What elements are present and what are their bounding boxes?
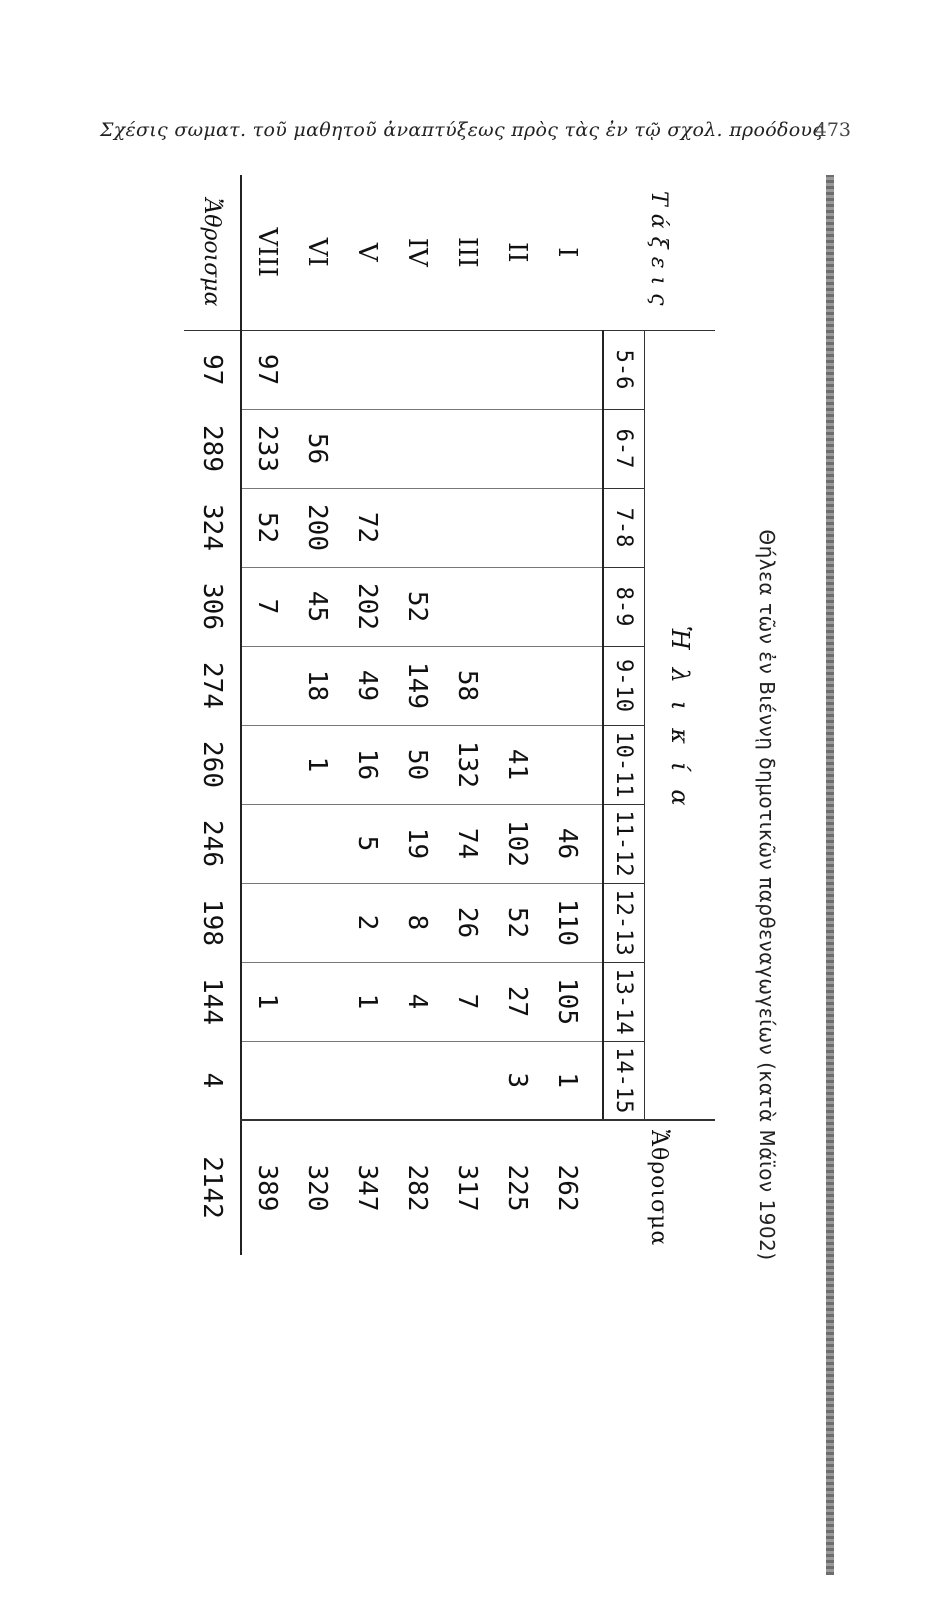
table-cell xyxy=(542,488,603,567)
table-cell: 1 xyxy=(542,1041,603,1120)
table-cell: 52 xyxy=(392,567,442,646)
classes-header: Τάξεις xyxy=(603,175,715,330)
table-cell: 45 xyxy=(292,567,342,646)
sum-cell: 4 xyxy=(184,1041,241,1120)
table-cell: 105 xyxy=(542,962,603,1041)
sum-cell: 324 xyxy=(184,488,241,567)
table-cell: 16 xyxy=(342,725,392,804)
table-cell xyxy=(292,804,342,883)
age-header: 14-15 xyxy=(603,1041,645,1120)
age-header: 8-9 xyxy=(603,567,645,646)
grand-total: 2142 xyxy=(184,1120,241,1255)
table-cell: 233 xyxy=(241,409,292,488)
age-header: 5-6 xyxy=(603,330,645,409)
table-cell xyxy=(542,330,603,409)
table-cell: 8 xyxy=(392,883,442,962)
rotated-table-area xyxy=(110,175,810,1615)
table-row xyxy=(241,175,292,1255)
table-cell xyxy=(392,409,442,488)
table-cell: 149 xyxy=(392,646,442,725)
table-row xyxy=(342,175,392,1255)
age-header: 9-10 xyxy=(603,646,645,725)
class-label: V xyxy=(342,175,392,330)
table-row xyxy=(392,175,442,1255)
class-label: VI xyxy=(292,175,342,330)
table-cell xyxy=(492,488,542,567)
sum-cell: 198 xyxy=(184,883,241,962)
table-cell: 56 xyxy=(292,409,342,488)
table-cell: 200 xyxy=(292,488,342,567)
table-cell xyxy=(492,646,542,725)
table-row xyxy=(542,175,603,1255)
table-cell xyxy=(442,488,492,567)
table-row xyxy=(442,175,492,1255)
table-cell xyxy=(342,409,392,488)
table-cell: 110 xyxy=(542,883,603,962)
side-rule xyxy=(826,175,834,1575)
sum-row xyxy=(184,175,241,1255)
sum-cell: 246 xyxy=(184,804,241,883)
table-cell: 7 xyxy=(241,567,292,646)
table-cell: 52 xyxy=(492,883,542,962)
table-cell xyxy=(241,646,292,725)
class-label: VIII xyxy=(241,175,292,330)
table-row xyxy=(492,175,542,1255)
age-class-table xyxy=(184,175,715,1255)
table-cell: 74 xyxy=(442,804,492,883)
table-cell: 2 xyxy=(342,883,392,962)
class-label: II xyxy=(492,175,542,330)
sum-cell: 289 xyxy=(184,409,241,488)
age-header: 6-7 xyxy=(603,409,645,488)
table-cell: 49 xyxy=(342,646,392,725)
table-cell xyxy=(542,567,603,646)
table-cell xyxy=(241,883,292,962)
sum-cell: 274 xyxy=(184,646,241,725)
table-cell: 26 xyxy=(442,883,492,962)
table-cell xyxy=(442,1041,492,1120)
age-header: 13-14 xyxy=(603,962,645,1041)
table-cell xyxy=(492,567,542,646)
table-caption: Θήλεα τῶν ἐν Βιέννῃ δημοτικῶν παρθεναγωγείων (κατὰ Μάϊον 1902) xyxy=(755,529,780,1261)
table-cell xyxy=(442,330,492,409)
table-cell: 4 xyxy=(392,962,442,1041)
sum-cell: 260 xyxy=(184,725,241,804)
class-label: IV xyxy=(392,175,442,330)
table-cell xyxy=(292,330,342,409)
table-cell: 1 xyxy=(241,962,292,1041)
table-cell xyxy=(292,1041,342,1120)
row-total: 225 xyxy=(492,1120,542,1255)
table-cell: 50 xyxy=(392,725,442,804)
table-cell: 27 xyxy=(492,962,542,1041)
table-cell xyxy=(442,409,492,488)
table-cell: 102 xyxy=(492,804,542,883)
table-cell xyxy=(542,646,603,725)
table-cell: 58 xyxy=(442,646,492,725)
row-total: 320 xyxy=(292,1120,342,1255)
table-cell xyxy=(492,330,542,409)
table-cell: 3 xyxy=(492,1041,542,1120)
table-cell xyxy=(442,567,492,646)
age-header: 7-8 xyxy=(603,488,645,567)
sum-cell: 97 xyxy=(184,330,241,409)
table-cell xyxy=(342,330,392,409)
running-title: Σχέσις σωματ. τοῦ μαθητοῦ ἀναπτύξεως πρὸς τὰς ἐν τῷ σχολ. προόδους xyxy=(100,119,824,141)
table-cell: 72 xyxy=(342,488,392,567)
row-total: 389 xyxy=(241,1120,292,1255)
table-cell xyxy=(492,409,542,488)
age-header: 11-12 xyxy=(603,804,645,883)
row-total: 317 xyxy=(442,1120,492,1255)
row-total: 282 xyxy=(392,1120,442,1255)
table-cell: 19 xyxy=(392,804,442,883)
age-group-header: Ἡλικία xyxy=(666,625,694,824)
sum-cell: 306 xyxy=(184,567,241,646)
table-cell: 1 xyxy=(342,962,392,1041)
running-head xyxy=(0,117,939,153)
row-total: 262 xyxy=(542,1120,603,1255)
table-cell xyxy=(241,804,292,883)
table-cell: 52 xyxy=(241,488,292,567)
table-cell xyxy=(392,330,442,409)
table-cell: 7 xyxy=(442,962,492,1041)
table-cell: 18 xyxy=(292,646,342,725)
table-row xyxy=(292,175,342,1255)
sum-cell: 144 xyxy=(184,962,241,1041)
table-cell xyxy=(241,1041,292,1120)
table-cell xyxy=(292,962,342,1041)
table-cell xyxy=(392,1041,442,1120)
table-cell: 132 xyxy=(442,725,492,804)
class-label: III xyxy=(442,175,492,330)
table-cell: 5 xyxy=(342,804,392,883)
table-cell xyxy=(292,883,342,962)
sum-label: Ἄθροισμα xyxy=(184,175,241,330)
table-cell: 41 xyxy=(492,725,542,804)
class-label: I xyxy=(542,175,603,330)
table-cell xyxy=(542,725,603,804)
table-cell: 202 xyxy=(342,567,392,646)
total-header: Ἄθροισμα xyxy=(603,1120,715,1255)
table-cell: 97 xyxy=(241,330,292,409)
age-header: 12-13 xyxy=(603,883,645,962)
table-cell xyxy=(542,409,603,488)
table-cell xyxy=(392,488,442,567)
page-number: 473 xyxy=(814,119,851,141)
table-cell xyxy=(342,1041,392,1120)
row-total: 347 xyxy=(342,1120,392,1255)
table-cell: 46 xyxy=(542,804,603,883)
table-cell xyxy=(241,725,292,804)
age-header: 10-11 xyxy=(603,725,645,804)
table-cell: 1 xyxy=(292,725,342,804)
